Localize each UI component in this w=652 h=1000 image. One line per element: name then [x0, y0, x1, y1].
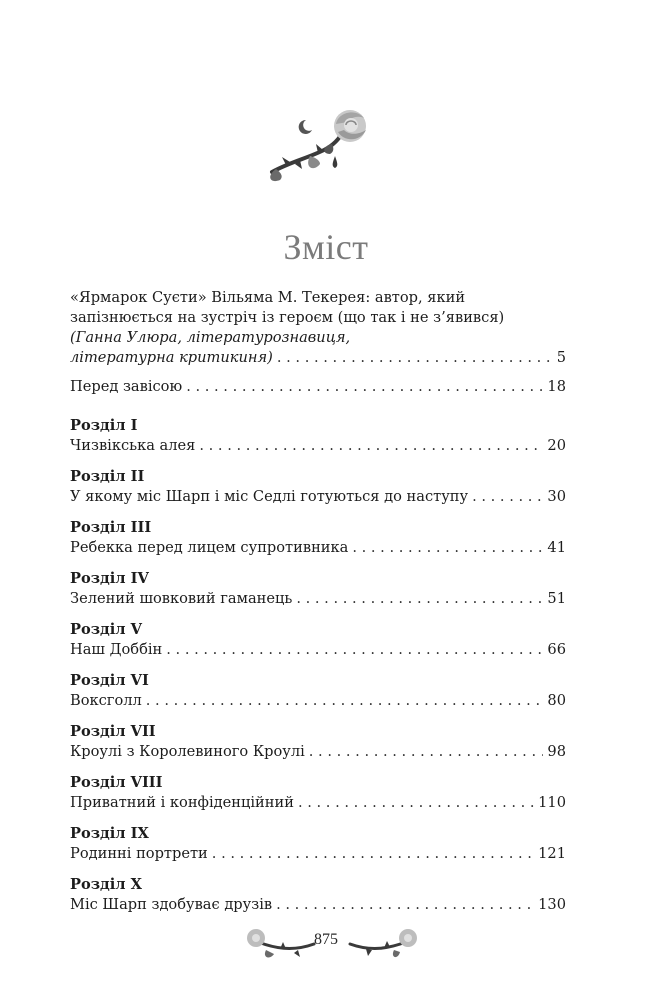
dot-leader: [352, 538, 543, 558]
toc-chapter: [70, 518, 566, 558]
toc-page-number: 41: [547, 539, 566, 556]
toc-entry[interactable]: [70, 640, 566, 660]
chapter-heading: Розділ VIII: [70, 774, 163, 791]
toc-chapter: [70, 416, 566, 456]
dot-leader: [166, 640, 543, 660]
rose-thorn-moon-icon: [264, 106, 384, 186]
chapter-heading: Розділ V: [70, 621, 142, 638]
dot-leader: [309, 742, 544, 762]
toc-entry-intro[interactable]: [70, 288, 566, 368]
toc-chapter: [70, 620, 566, 660]
toc-entry-label: Воксголл: [70, 692, 142, 709]
toc-page-number: 51: [547, 590, 566, 607]
toc-entry-label: Зелений шовковий гаманець: [70, 590, 293, 607]
toc-entry[interactable]: [70, 691, 566, 711]
toc-chapter: [70, 773, 566, 813]
toc-chapter: [70, 671, 566, 711]
table-of-contents: [70, 288, 566, 915]
toc-entry-label: Міс Шарп здобуває друзів: [70, 896, 273, 913]
toc-entry[interactable]: [70, 742, 566, 762]
toc-entry-label: літературна критикиня): [70, 349, 273, 366]
chapter-heading: Розділ II: [70, 468, 145, 485]
chapter-heading: Розділ VII: [70, 723, 156, 740]
toc-chapter: [70, 467, 566, 507]
page-title: Зміст: [283, 227, 369, 267]
toc-entry[interactable]: [70, 436, 566, 456]
intro-line: «Ярмарок Суєти» Вільяма М. Текерея: автор, який: [70, 289, 466, 306]
toc-entry-label: Кроулі з Королевиного Кроулі: [70, 743, 305, 760]
dot-leader: [472, 487, 543, 507]
toc-entry[interactable]: [70, 487, 566, 507]
toc-page-number: 110: [538, 794, 566, 811]
toc-page-number: 130: [538, 896, 566, 913]
dot-leader: [186, 377, 543, 397]
toc-entry-label: Чизвікська алея: [70, 437, 196, 454]
toc-entry[interactable]: [70, 538, 566, 558]
toc-page-number: 18: [547, 378, 566, 395]
chapter-list: [70, 416, 566, 915]
chapter-heading: Розділ IX: [70, 825, 149, 842]
toc-entry-curtain[interactable]: [70, 377, 566, 397]
toc-entry[interactable]: [70, 844, 566, 864]
dot-leader: [298, 793, 534, 813]
toc-chapter: [70, 875, 566, 915]
dot-leader: [277, 348, 553, 368]
page-number: 875: [314, 931, 338, 948]
chapter-heading: Розділ IV: [70, 570, 149, 587]
toc-chapter: [70, 569, 566, 609]
chapter-heading: Розділ I: [70, 417, 138, 434]
toc-entry[interactable]: [70, 589, 566, 609]
toc-page-number: 30: [547, 488, 566, 505]
toc-entry-label: Ребекка перед лицем супротивника: [70, 539, 349, 556]
intro-line: (Ганна Улюра, літературознавиця,: [70, 329, 351, 346]
toc-entry-label: Перед завісою: [70, 378, 183, 395]
dot-leader: [276, 895, 534, 915]
toc-entry[interactable]: [70, 895, 566, 915]
dot-leader: [212, 844, 534, 864]
toc-page-number: 66: [547, 641, 566, 658]
chapter-heading: Розділ VI: [70, 672, 149, 689]
toc-entry-label: Приватний і конфіденційний: [70, 794, 294, 811]
chapter-heading: Розділ X: [70, 876, 142, 893]
dot-leader: [146, 691, 544, 711]
dot-leader: [296, 589, 543, 609]
chapter-heading: Розділ III: [70, 519, 152, 536]
toc-page-number: 121: [538, 845, 566, 862]
intro-line: запізнюється на зустріч із героєм (що так і не з’явився): [70, 309, 505, 326]
toc-page-number: 20: [547, 437, 566, 454]
toc-page-number: 5: [556, 349, 566, 366]
toc-page-number: 98: [547, 743, 566, 760]
dot-leader: [199, 436, 543, 456]
toc-entry[interactable]: [70, 793, 566, 813]
toc-entry-label: У якому міс Шарп і міс Седлі готуються до наступу: [70, 488, 469, 505]
toc-entry-label: Родинні портрети: [70, 845, 208, 862]
toc-page-number: 80: [547, 692, 566, 709]
toc-entry-label: Наш Доббін: [70, 641, 163, 658]
toc-chapter: [70, 722, 566, 762]
toc-chapter: [70, 824, 566, 864]
